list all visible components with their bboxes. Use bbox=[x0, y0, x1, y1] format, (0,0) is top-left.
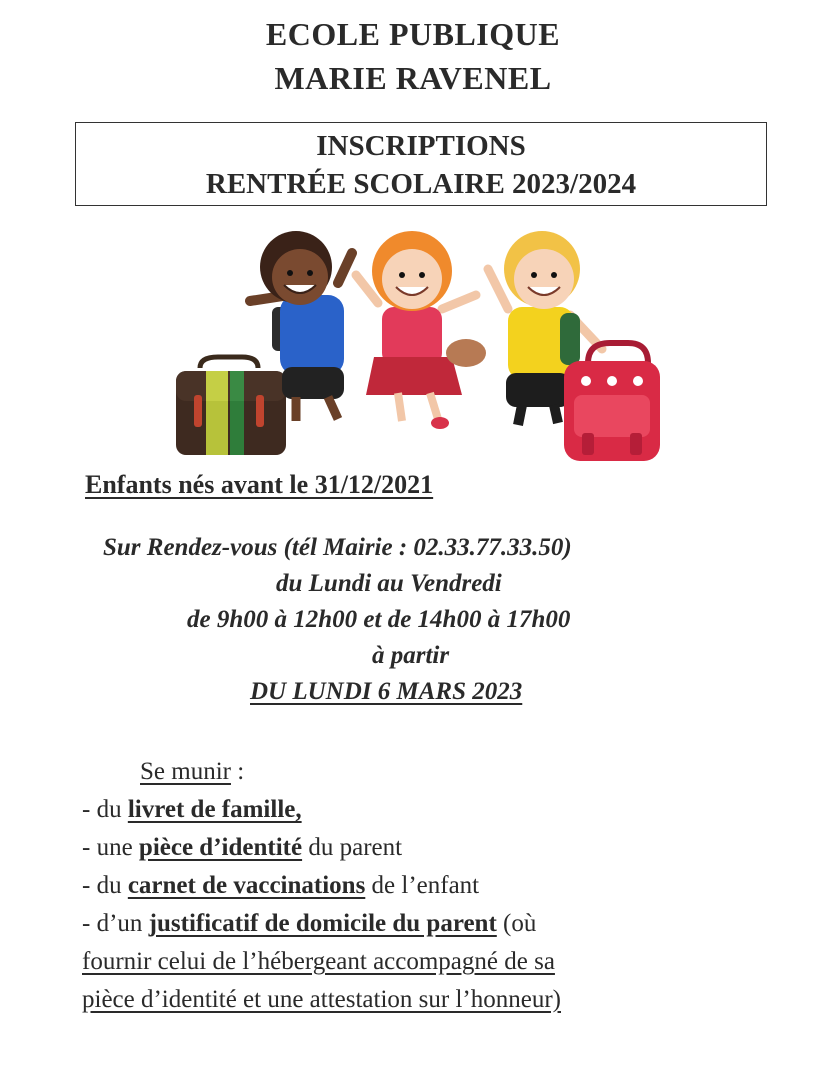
appointment-line-phone: Sur Rendez-vous (tél Mairie : 02.33.77.33.50) bbox=[103, 534, 572, 561]
list-item: - d’un justificatif de domicile du parent (où bbox=[82, 910, 537, 937]
eligibility-text: Enfants nés avant le 31/12/2021 bbox=[85, 470, 434, 499]
list-item: - du livret de famille, bbox=[82, 796, 302, 823]
appointment-line-hours: de 9h00 à 12h00 et de 14h00 à 17h00 bbox=[187, 606, 571, 633]
school-bag-icon bbox=[176, 357, 286, 455]
appointment-line-days: du Lundi au Vendredi bbox=[276, 570, 502, 597]
list-item-continuation: pièce d’identité et une attestation sur l’honneur) bbox=[82, 986, 561, 1013]
list-item: - une pièce d’identité du parent bbox=[82, 834, 403, 861]
list-item-continuation: fournir celui de l’hébergeant accompagné de sa bbox=[82, 948, 555, 975]
title-box bbox=[75, 122, 767, 206]
school-line2: MARIE RAVENEL bbox=[274, 60, 552, 96]
children-illustration bbox=[170, 225, 670, 470]
documents-intro-label: Se munir bbox=[140, 758, 231, 785]
documents-intro-colon: : bbox=[230, 758, 245, 785]
list-item: - du carnet de vaccinations de l’enfant bbox=[82, 872, 480, 899]
documents-intro bbox=[82, 753, 561, 791]
appointment-start-date: DU LUNDI 6 MARS 2023 bbox=[250, 678, 523, 705]
appointment-line-from: à partir bbox=[372, 642, 450, 669]
girl-red-dress-icon bbox=[356, 231, 486, 429]
title-line1: INSCRIPTIONS bbox=[316, 130, 526, 162]
school-line1: ECOLE PUBLIQUE bbox=[265, 16, 561, 52]
title-line2: RENTRÉE SCOLAIRE 2023/2024 bbox=[205, 168, 637, 200]
school-name bbox=[0, 12, 826, 100]
documents-list bbox=[82, 753, 561, 1019]
